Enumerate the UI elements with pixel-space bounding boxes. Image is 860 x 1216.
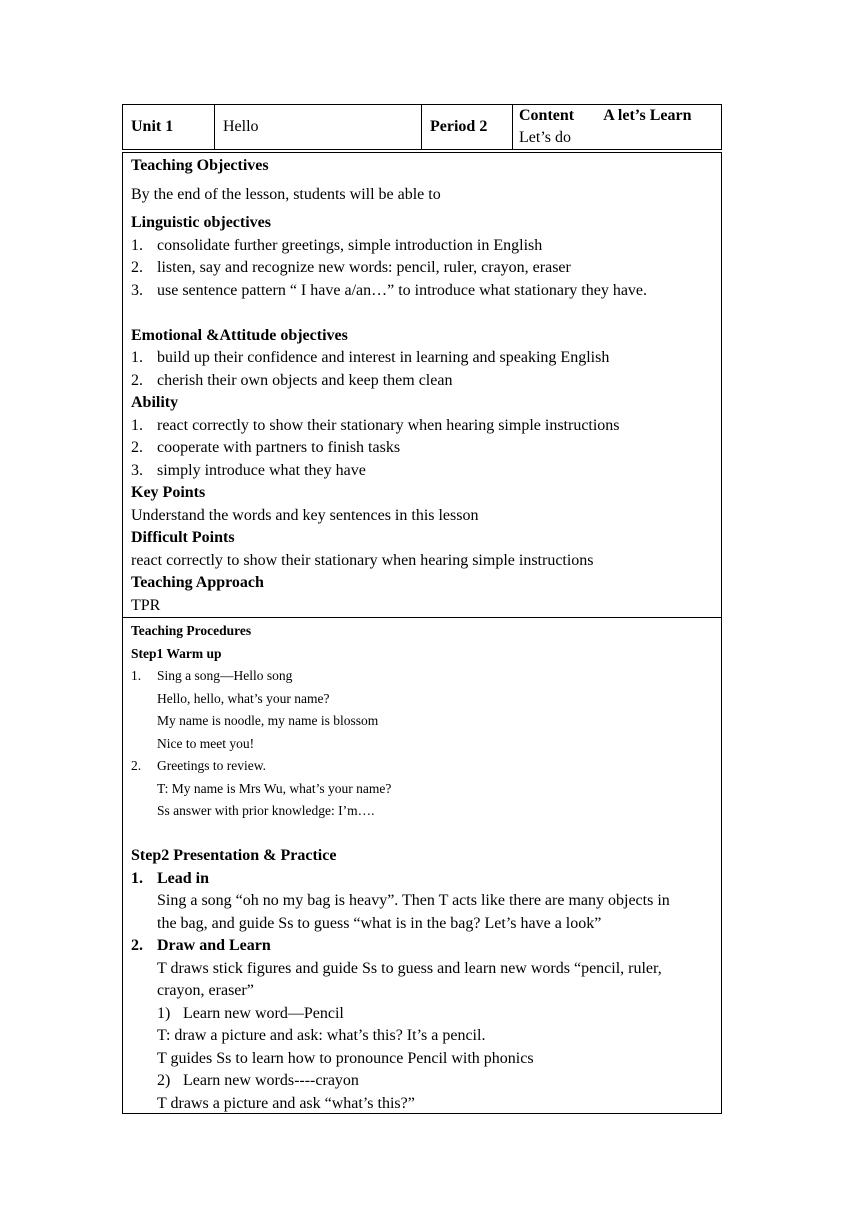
- period-cell: [422, 105, 513, 149]
- list-item: 2. cooperate with partners to finish tasks: [131, 439, 401, 456]
- list-item: 3. simply introduce what they have: [131, 461, 366, 479]
- content-value: A let’s Learn: [603, 107, 692, 124]
- dialog-line: Ss answer with prior knowledge: I’m….: [157, 803, 375, 818]
- draw-line: crayon, eraser”: [157, 982, 254, 999]
- emotional-heading: Emotional &Attitude objectives: [131, 326, 348, 344]
- song-line: My name is noodle, my name is blossom: [157, 713, 379, 728]
- sub-item: 1) Learn new word—Pencil: [157, 1004, 344, 1022]
- key-points-text: Understand the words and key sentences in this lesson: [131, 506, 479, 524]
- sub-item: 2) Learn new words----crayon: [157, 1072, 359, 1089]
- procedures-heading: Teaching Procedures: [131, 623, 252, 638]
- sub-item-line: T draws a picture and ask “what’s this?”: [157, 1094, 415, 1112]
- dialog-line: T: My name is Mrs Wu, what’s your name?: [157, 780, 392, 796]
- period-label: Period 2: [430, 118, 488, 135]
- list-item: 1. Lead in: [131, 869, 210, 887]
- difficult-points-heading: Difficult Points: [131, 529, 235, 546]
- list-item: 3. use sentence pattern “ I have a/an…” to introduce what stationary they have.: [131, 281, 648, 299]
- lesson-title: Hello: [223, 118, 259, 135]
- difficult-points-text: react correctly to show their stationary when hearing simple instructions: [131, 551, 594, 569]
- list-item: 2. listen, say and recognize new words: pencil, ruler, crayon, eraser: [131, 259, 571, 276]
- ability-heading: Ability: [131, 394, 179, 411]
- linguistic-heading: Linguistic objectives: [131, 214, 271, 231]
- list-item: 2. cherish their own objects and keep them clean: [131, 371, 453, 389]
- unit-label: Unit 1: [131, 118, 174, 135]
- unit-cell: [123, 105, 215, 149]
- content-line-1: [519, 105, 692, 127]
- content-line-2: Let’s do: [519, 129, 571, 146]
- song-line: Hello, hello, what’s your name?: [157, 690, 330, 706]
- list-item: 2. Greetings to review.: [131, 758, 266, 773]
- list-item: 2. Draw and Learn: [131, 937, 271, 954]
- lead-in-line: the bag, and guide Ss to guess “what is in the bag? Let’s have a look”: [157, 914, 602, 932]
- title-cell: [215, 105, 422, 149]
- objectives-intro: By the end of the lesson, students will be able to: [131, 185, 441, 203]
- sub-item-line: T guides Ss to learn how to pronounce Pencil with phonics: [157, 1049, 534, 1067]
- procedures-section: [122, 617, 722, 1114]
- lesson-header-table: [122, 104, 722, 150]
- objectives-heading: Teaching Objectives: [131, 157, 269, 174]
- list-item: 1. consolidate further greetings, simple introduction in English: [131, 236, 543, 254]
- key-points-heading: Key Points: [131, 484, 206, 501]
- content-label: Content: [519, 107, 575, 124]
- list-item: 1. build up their confidence and interest in learning and speaking English: [131, 349, 610, 366]
- song-line: Nice to meet you!: [157, 735, 255, 751]
- list-item: 1. Sing a song—Hello song: [131, 668, 293, 683]
- approach-heading: Teaching Approach: [131, 574, 264, 591]
- approach-text: TPR: [131, 596, 161, 614]
- step1-heading: Step1 Warm up: [131, 645, 222, 661]
- step2-heading: Step2 Presentation & Practice: [131, 847, 337, 864]
- list-item: 1. react correctly to show their stationary when hearing simple instructions: [131, 416, 620, 434]
- draw-line: T draws stick figures and guide Ss to guess and learn new words “pencil, ruler,: [157, 959, 662, 977]
- objectives-section: [122, 152, 722, 618]
- content-cell: [513, 105, 721, 149]
- lead-in-line: Sing a song “oh no my bag is heavy”. Then T acts like there are many objects in: [157, 892, 670, 909]
- sub-item-line: T: draw a picture and ask: what’s this? It’s a pencil.: [157, 1027, 486, 1044]
